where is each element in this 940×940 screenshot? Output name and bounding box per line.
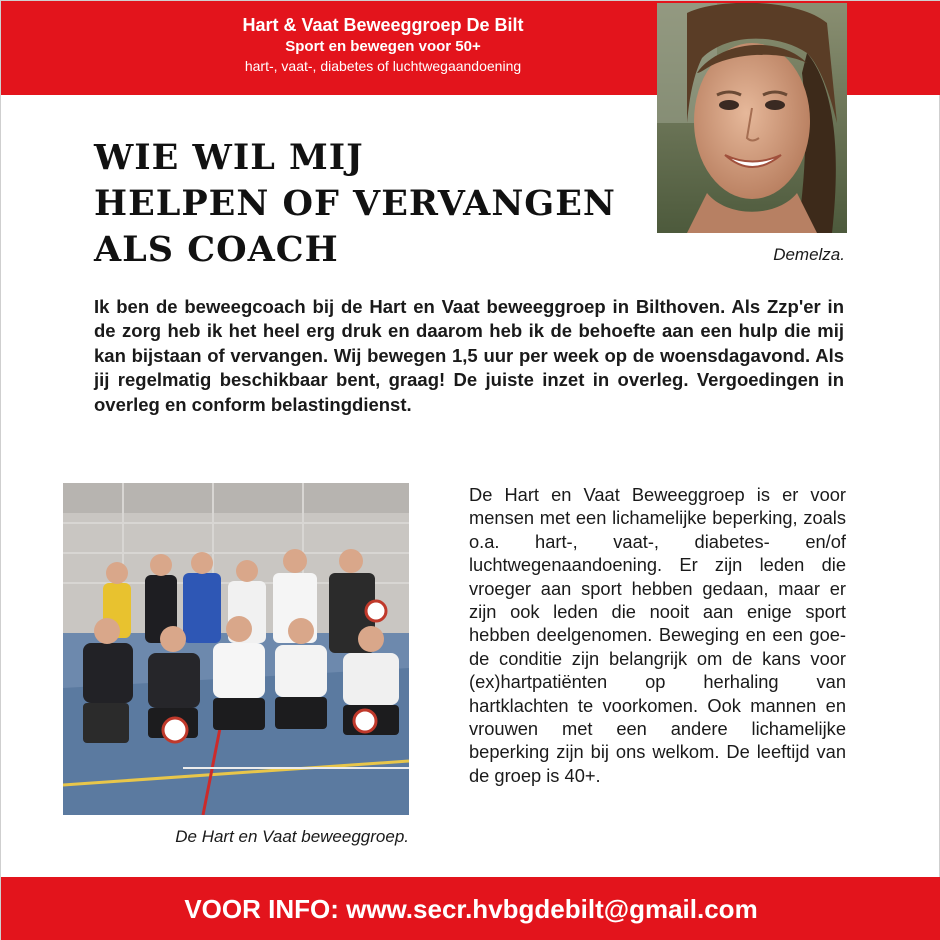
headline-line-3: ALS COACH [94, 229, 339, 270]
body-paragraph: De Hart en Vaat Beweeggroep is er voor mensen met een lichamelijke beperking, zoals o.a. hart-, vaat-, diabetes- en/of luchtwegenaandoening. Er zijn leden die vroeger aan sport hebben gedaan, maar er zijn ook leden die nooit aan enige sport hebben deelgenomen. Beweging en een goede conditie zijn belangrijk om de kans voor (ex)hartpatiënten op herhaling van hartklachten te voorkomen. Ook mannen en vrouwen met een andere lichamelijke beperking zijn bij ons welkom. De leeftijd van de groep is 40+. [469, 484, 846, 786]
portrait-image [657, 3, 847, 233]
headline-line-2: HELPEN OF VERVANGEN [94, 183, 616, 224]
header-subtitle: Sport en bewegen voor 50+ [285, 38, 481, 55]
portrait-caption: Demelza. [773, 245, 845, 264]
header-subtitle-conditions: hart-, vaat-, diabetes of luchtwegaandoening [244, 58, 522, 74]
group-photo [63, 483, 409, 815]
intro-paragraph: Ik ben de beweegcoach bij de Hart en Vaat beweeggroep in Bilthoven. Als Zzp'er in de zorg heb ik het heel erg druk en daarom heb ik de behoefte aan een hulp die mij kan bijstaan of vervangen. Wij bewegen 1,5 uur per week op de woensdagavond. Als jij regelmatig beschikbaar bent, graag! De juiste inzet in overleg. Vergoedingen in overleg en conform belastingdienst. [94, 296, 844, 415]
portrait-photo [657, 3, 847, 233]
headline-line-1: WIE WIL MIJ [94, 137, 364, 178]
group-photo-caption: De Hart en Vaat beweeggroep. [175, 827, 409, 846]
headline [94, 135, 654, 273]
header-title: Hart & Vaat Beweeggroep De Bilt [242, 15, 524, 35]
footer-contact: VOOR INFO: www.secr.hvbgdebilt@gmail.com [184, 894, 758, 924]
header [1, 1, 765, 95]
